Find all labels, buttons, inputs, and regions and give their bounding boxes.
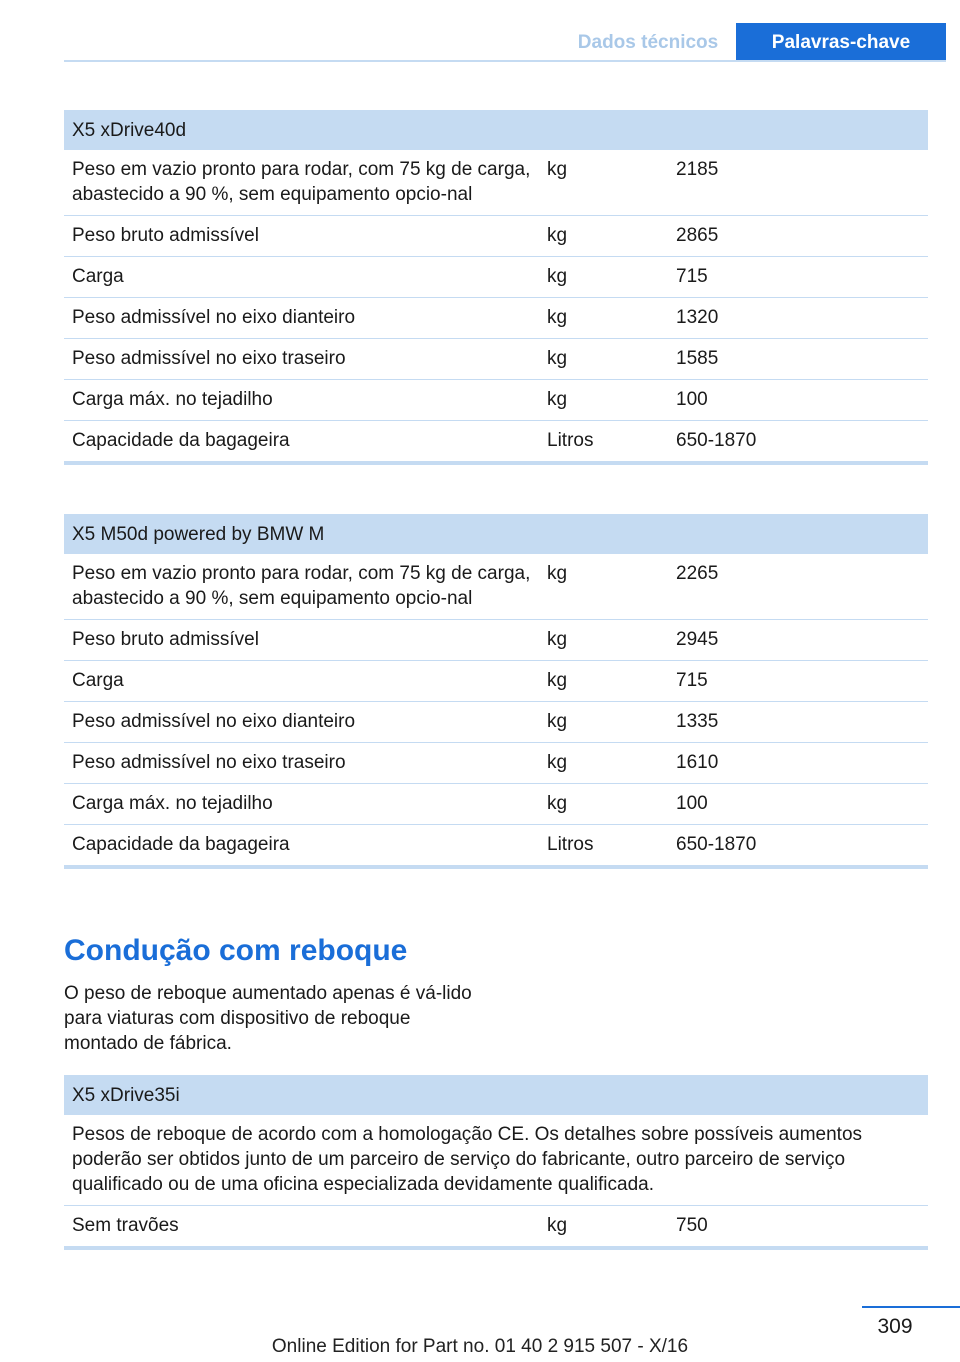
page-number-rule	[862, 1306, 960, 1308]
tab-palavras-chave[interactable]: Palavras-chave	[736, 23, 946, 62]
row-unit: kg	[539, 743, 668, 784]
table-header: X5 xDrive35i	[64, 1075, 928, 1115]
table-row	[64, 1206, 928, 1249]
row-label: Peso admissível no eixo traseiro	[64, 339, 539, 380]
table-x5-xdrive35i-towing	[64, 1075, 928, 1250]
row-value: 1320	[668, 298, 928, 339]
row-value: 2265	[668, 554, 928, 620]
tab-dados-tecnicos[interactable]: Dados técnicos	[577, 32, 719, 53]
towing-intro: O peso de reboque aumentado apenas é vá-lido para viaturas com dispositivo de reboque montado de fábrica.	[64, 983, 472, 1054]
table-row	[64, 257, 928, 298]
row-label: Capacidade da bagageira	[64, 825, 539, 868]
row-unit: kg	[539, 1206, 668, 1249]
table-note: Pesos de reboque de acordo com a homologação CE. Os detalhes sobre possíveis aumentos poderão ser obtidos junto de um parceiro de serviço do fabricante, outro parceiro de serviço qualificado ou de uma oficina especializada devidamente qualificada.	[64, 1115, 928, 1206]
table-x5-m50d	[64, 514, 928, 869]
edition-footer: Online Edition for Part no. 01 40 2 915 507 - X/16	[271, 1336, 689, 1357]
row-label: Carga	[64, 257, 539, 298]
row-value: 2865	[668, 216, 928, 257]
row-unit: Litros	[539, 825, 668, 868]
table-header: X5 M50d powered by BMW M	[64, 514, 928, 554]
table-row	[64, 150, 928, 216]
row-label: Carga máx. no tejadilho	[64, 380, 539, 421]
row-label: Carga máx. no tejadilho	[64, 784, 539, 825]
row-value: 1335	[668, 702, 928, 743]
row-unit: kg	[539, 620, 668, 661]
table-row	[64, 620, 928, 661]
table-note-row	[64, 1115, 928, 1206]
row-unit: kg	[539, 661, 668, 702]
row-value: 2945	[668, 620, 928, 661]
page-number: 309	[877, 1315, 913, 1338]
row-value: 100	[668, 784, 928, 825]
row-value: 1610	[668, 743, 928, 784]
row-label: Peso em vazio pronto para rodar, com 75 kg de carga, abastecido a 90 %, sem equipamento opcio-nal	[64, 554, 539, 620]
row-label: Peso bruto admissível	[64, 216, 539, 257]
table-row	[64, 554, 928, 620]
row-label: Peso admissível no eixo traseiro	[64, 743, 539, 784]
row-unit: kg	[539, 150, 668, 216]
row-unit: kg	[539, 216, 668, 257]
table-row	[64, 421, 928, 464]
row-value: 715	[668, 257, 928, 298]
row-value: 650-1870	[668, 825, 928, 868]
row-unit: kg	[539, 298, 668, 339]
row-unit: kg	[539, 702, 668, 743]
row-unit: kg	[539, 339, 668, 380]
row-unit: kg	[539, 784, 668, 825]
row-label: Peso bruto admissível	[64, 620, 539, 661]
row-value: 1585	[668, 339, 928, 380]
table-row	[64, 216, 928, 257]
table-row	[64, 743, 928, 784]
table-header: X5 xDrive40d	[64, 110, 928, 150]
table-row	[64, 298, 928, 339]
row-label: Peso em vazio pronto para rodar, com 75 kg de carga, abastecido a 90 %, sem equipamento opcio-nal	[64, 150, 539, 216]
row-value: 750	[668, 1206, 928, 1249]
row-label: Peso admissível no eixo dianteiro	[64, 702, 539, 743]
table-x5-xdrive40d	[64, 110, 928, 465]
table-row	[64, 702, 928, 743]
row-label: Sem travões	[64, 1206, 539, 1249]
row-unit: Litros	[539, 421, 668, 464]
table-row	[64, 661, 928, 702]
row-unit: kg	[539, 380, 668, 421]
row-value: 2185	[668, 150, 928, 216]
row-value: 100	[668, 380, 928, 421]
table-row	[64, 339, 928, 380]
table-row	[64, 380, 928, 421]
table-row	[64, 784, 928, 825]
nav-divider	[64, 60, 946, 62]
section-title-towing: Condução com reboque	[64, 934, 408, 967]
row-unit: kg	[539, 554, 668, 620]
row-label: Carga	[64, 661, 539, 702]
top-navigation	[0, 23, 960, 63]
row-value: 650-1870	[668, 421, 928, 464]
row-label: Peso admissível no eixo dianteiro	[64, 298, 539, 339]
table-row	[64, 825, 928, 868]
row-value: 715	[668, 661, 928, 702]
row-unit: kg	[539, 257, 668, 298]
row-label: Capacidade da bagageira	[64, 421, 539, 464]
